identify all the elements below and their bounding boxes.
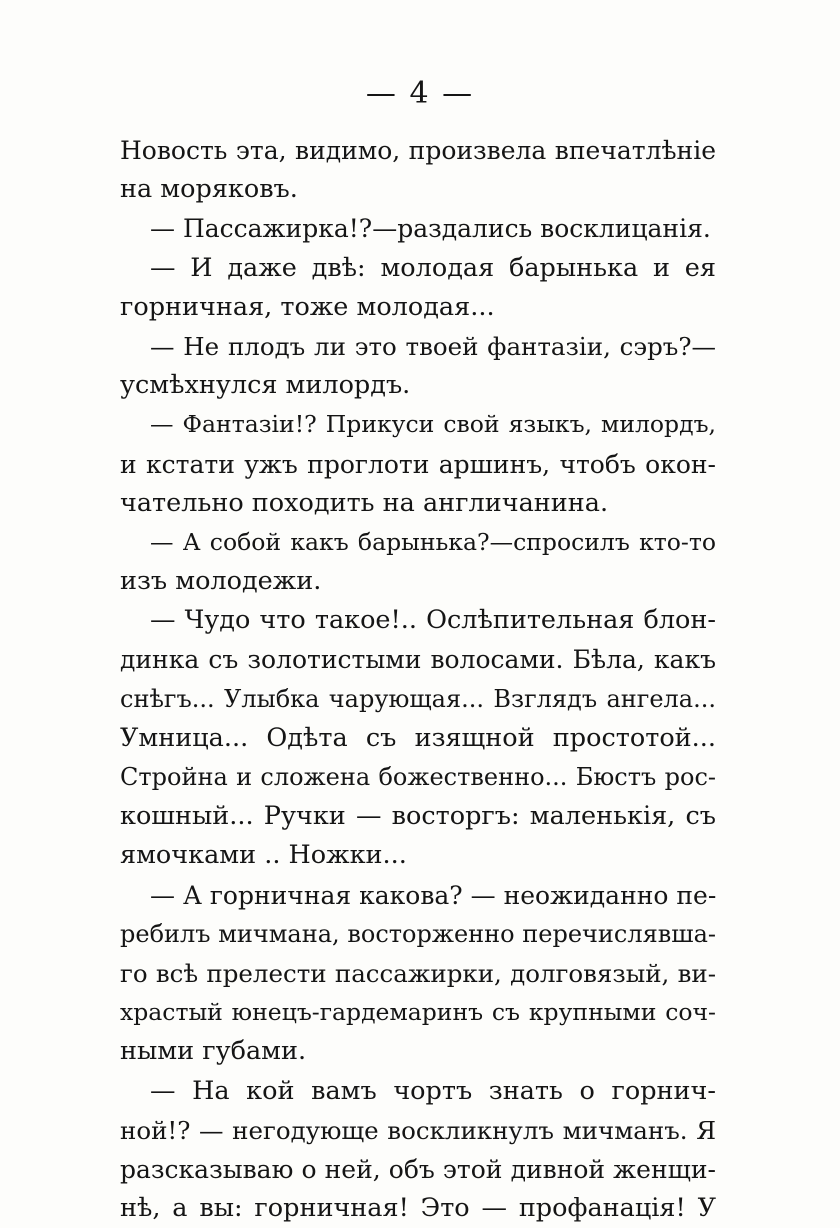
text-line: усмѣхнулся милордъ. <box>120 370 411 401</box>
text-line: Стройна и сложена божественно... Бюстъ рос- <box>120 763 716 791</box>
text-line: — И даже двѣ: молодая барынька и ея <box>150 252 716 283</box>
text-line: кошный... Ручки — восторгъ: маленькія, съ <box>120 801 716 832</box>
text-line: нѣ, а вы: горничная! Это — профанація! У <box>120 1193 716 1224</box>
text-line: ямочками .. Ножки... <box>120 840 407 871</box>
text-line: и кстати ужъ проглоти аршинъ, чтобъ окон- <box>120 449 716 479</box>
text-line: динка съ золотистыми волосами. Бѣла, какъ <box>120 645 716 675</box>
text-line: ной!? — негодующе воскликнулъ мичманъ. Я <box>120 1115 716 1145</box>
text-line: Новость эта, видимо, произвела впечатлѣніе <box>120 136 716 165</box>
text-line: горничная, тоже молодая... <box>120 291 495 322</box>
text-line: — А горничная какова? — неожиданно пе- <box>150 880 717 910</box>
text-line: — На кой вамъ чортъ знать о горнич- <box>150 1075 716 1106</box>
text-line: на моряковъ. <box>120 174 298 205</box>
text-line: — Фантазіи!? Прикуси свой языкъ, милордъ, <box>150 410 716 439</box>
text-line: ными губами. <box>120 1036 307 1067</box>
body-text <box>120 131 716 1228</box>
text-line: снѣгъ... Улыбка чарующая... Взглядъ ангела... <box>120 684 716 713</box>
text-line: ребилъ мичмана, восторженно перечислявша- <box>120 919 716 948</box>
text-line: — Не плодъ ли это твоей фантазіи, сэръ?— <box>150 331 716 361</box>
text-line: — Чудо что такое!.. Ослѣпительная блон- <box>150 605 716 636</box>
text-line: Умница... Одѣта съ изящной простотой... <box>120 722 716 753</box>
text-line: храстый юнецъ-гардемаринъ съ крупными соч- <box>120 998 716 1027</box>
page-number: — 4 — <box>365 76 475 111</box>
text-line: го всѣ прелести пассажирки, долговязый, ви- <box>120 958 716 988</box>
text-line: — А собой какъ барынька?—спросилъ кто-то <box>150 527 716 556</box>
text-line: — Пассажирка!?—раздались восклицанія. <box>150 214 711 244</box>
text-line: разсказываю о ней, объ этой дивной женщи- <box>120 1154 716 1184</box>
text-line: изъ молодежи. <box>120 566 322 597</box>
text-line: чательно походить на англичанина. <box>120 487 609 518</box>
